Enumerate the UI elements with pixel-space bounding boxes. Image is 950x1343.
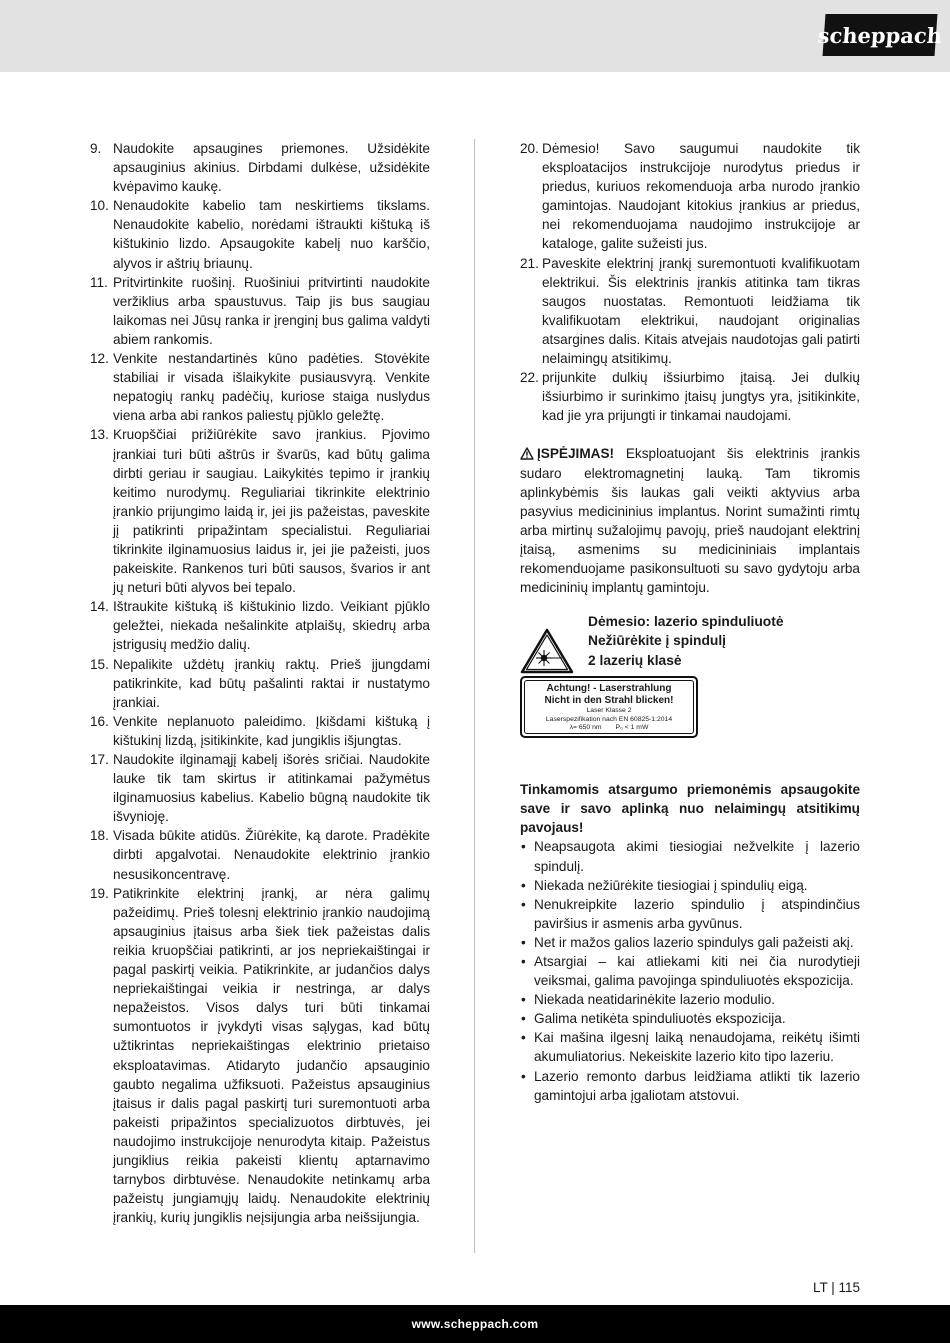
item-text: prijunkite dulkių išsiurbimo įtaisą. Jei dulkių išsiurbimo ir surinkimo įtaisų jungtys yra, įsitikinkite, kad jie yra prijungti ir tinkamai naudojami. [542, 370, 860, 424]
list-item [90, 655, 430, 712]
page-number: LT | 115 [812, 1280, 860, 1295]
label-spec: Laserspezifikation nach EN 60825-1:2014 [545, 715, 673, 723]
list-item [90, 425, 430, 597]
list-item [90, 826, 430, 883]
warning-text: Eksploatuojant šis elektrinis įrankis sudaro elektromagnetinį lauką. Tam tikromis aplinkybėmis šis laukas gali veikti aktyvius arba pasyvius medicininius implantus. Norint sumažinti rimtų arba mirtinų sužalojimų pavojų, prieš naudojant elektrinį įtaisą, asmenims su medicininiais implantais rekomenduojame pasikonsultuoti su savo gydytoju arba medicininių implantų gamintoju. [520, 446, 860, 596]
laser-safety-bullets [520, 837, 860, 1104]
column-divider [474, 139, 475, 1253]
right-safety-list [520, 139, 860, 425]
left-column [90, 139, 430, 1227]
list-item [520, 368, 860, 425]
item-text: Visada būkite atidūs. Žiūrėkite, ką darote. Pradėkite dirbti apgalvotai. Nenaudokite elektrinio įrankio nesusikoncentravę. [113, 828, 430, 882]
item-number: 20. [520, 141, 539, 156]
list-item: • Lazerio remonto darbus leidžiama atlikti tik lazerio gamintojui arba įgaliotam atstovui. [520, 1067, 860, 1105]
label-wavelength: λ= 650 nm [569, 723, 602, 731]
list-item [90, 750, 430, 826]
list-item [90, 196, 430, 272]
list-item: • Niekada neatidarinėkite lazerio modulio. [520, 990, 860, 1009]
item-number: 9. [90, 141, 102, 156]
laser-warning-icon [520, 628, 574, 674]
item-number: 14. [90, 599, 109, 615]
logo-text: scheppach [816, 22, 944, 48]
list-item: • Net ir mažos galios lazerio spindulys gali pažeisti akį. [520, 933, 860, 952]
label-values [525, 724, 693, 732]
label-title-1: Achtung! - Laserstrahlung [546, 683, 672, 695]
item-number: 16. [90, 713, 109, 729]
item-text: Kruopščiai prižiūrėkite savo įrankius. Pjovimo įrankiai turi būti aštrūs ir švarūs, kad būtų galima dirbti geriau ir saugiau. Laikykitės tepimo ir įrankių keitimo nurodymų. Reguliariai tikrinkite elektrinio įrankio prijungimo laidą ir, jei jis pažeistas, paveskite jį patikrinti pripažintam specialistui. Reguliariai tikrinkite ilginamuosius laidus ir, jei jie pažeisti, juos pakeiskite. Rankenos turi būti sausos, švarios ir ant jų neturi būti alyvos bei tepalo. [113, 427, 430, 596]
laser-line-2: Nežiūrėkite į spindulį [588, 633, 726, 649]
laser-warning-block [520, 612, 860, 760]
laser-caution-text [588, 612, 784, 670]
label-class: Laser Klasse 2 [586, 707, 632, 715]
item-text: Venkite nestandartinės kūno padėties. Stovėkite stabiliai ir visada išlaikykite pusiausvyrą. Venkite nepatogių rankų padėčių, kuriose staiga nuslydus viena arba abi rankos paliestų pjūklo geležtę. [113, 351, 430, 424]
item-text: Pritvirtinkite ruošinį. Ruošiniui pritvirtinti naudokite veržiklius arba spaustuvus. Taip jis bus saugiau laikomas nei Jūsų ranka ir įrenginį bus galima valdyti abiem rankomis. [113, 274, 430, 347]
laser-label [520, 676, 698, 738]
item-text: Paveskite elektrinį įrankį suremontuoti kvalifikuotam elektrikui. Šis elektrinis įrankis atitinka tam tikras saugos nuostatas. Remontuoti leidžiama tik kvalifikuotam elektrikui, naudojant originalias atsargines dalis. Kitais atvejais naudotojas gali patirti nelaimingų atsitikimų. [542, 255, 860, 367]
list-item: • Galima netikėta spinduliuotės ekspozicija. [520, 1009, 860, 1028]
list-item [90, 139, 430, 196]
scheppach-logo [816, 14, 944, 56]
label-title-2: Nicht in den Strahl blicken! [544, 695, 674, 707]
list-item [90, 349, 430, 425]
item-text: Naudokite ilginamąjį kabelį išorės sričiai. Naudokite lauke tik tam skirtus ir atitinkamai pažymėtus ilginamuosius kabelius. Kabelio būgną naudokite tik išvynioję. [113, 752, 430, 825]
item-number: 15. [90, 656, 109, 672]
list-item [90, 597, 430, 654]
list-item [90, 712, 430, 750]
item-number: 21. [520, 255, 539, 271]
item-number: 13. [90, 427, 109, 443]
right-column [520, 139, 860, 1105]
laser-line-1: Dėmesio: lazerio spinduliuotė [588, 614, 784, 630]
item-text: Patikrinkite elektrinį įrankį, ar nėra galimų pažeidimų. Prieš tolesnį elektrinio įrankio naudojimą apsauginius įtaisus arba šiek tiek pažeistas dalis reikia kruopščiai patikrinti, ar jos nepriekaištingai ir pagal paskirtį veikia. Patikrinkite, ar judančios dalys nepriekaištingai veikia ir nestringa, ar dalys nepažeistos. Visos dalys turi būti tinkamai sumontuotos ir įvykdyti visas sąlygas, kad būtų užtikrintas nepriekaištingas elektrinio prietaiso eksploatavimas. Atidaryto judančio apsauginio gaubto negalima užfiksuoti. Pažeistus apsauginius įtaisus ir dalis pagal paskirtį turi suremontuoti arba pakeisti pripažintos specializuotos dirbtuvės, jei naudojimo instrukcijoje nenurodyta kitaip. Pažeistus jungiklius reikia pakeisti klientų aptarnavimo tarnybos dirbtuvėse. Nenaudokite netinkamų arba pažeistų jungiamųjų laidų. Nenaudokite elektrinių įrankių, kurių jungiklis neįsijungia arba neišsijungia. [113, 885, 430, 1226]
item-text: Nepalikite uždėtų įrankių raktų. Prieš įjungdami patikrinkite, kad būtų pašalinti raktai ir nustatymo įrankiai. [113, 656, 430, 710]
protection-heading: Tinkamomis atsargumo priemonėmis apsaugokite save ir savo aplinką nuo nelaimingų atsitikimų pavojaus! [520, 782, 860, 836]
list-item [520, 254, 860, 369]
website-url[interactable]: www.scheppach.com [411, 1317, 539, 1331]
list-item: • Kai mašina ilgesnį laiką nenaudojama, reikėtų išimti akumuliatorius. Nekeiskite lazerio kito tipo lazeriu. [520, 1028, 860, 1066]
item-text: Nenaudokite kabelio tam neskirtiems tikslams. Nenaudokite kabelio, norėdami ištraukti kištuką iš kištukinio lizdo. Apsaugokite kabelį nuo karščio, alyvos ir aštrių briaunų. [113, 198, 430, 271]
left-safety-list [90, 139, 430, 1227]
item-number: 10. [90, 198, 109, 214]
footer-bar [0, 1305, 950, 1343]
item-number: 22. [520, 370, 539, 386]
item-number: 17. [90, 752, 109, 767]
item-number: 19. [90, 885, 109, 901]
item-number: 18. [90, 828, 109, 844]
emf-warning-paragraph [520, 444, 860, 597]
warning-triangle-icon [520, 447, 534, 460]
list-item [90, 884, 430, 1228]
list-item: • Atsargiai – kai atliekami kiti nei čia nurodytieji veiksmai, galima pavojinga spinduliuotės ekspozicija. [520, 952, 860, 990]
list-item: • Niekada nežiūrėkite tiesiogiai į spindulių eigą. [520, 876, 860, 895]
item-number: 12. [90, 351, 109, 367]
list-item [520, 139, 860, 254]
list-item [90, 273, 430, 349]
item-text: Venkite neplanuoto paleidimo. Įkišdami kištuką į kištukinį lizdą, įsitikinkite, kad jungiklis išjungtas. [113, 713, 430, 748]
laser-line-3: 2 lazerių klasė [588, 652, 682, 668]
item-text: Ištraukite kištuką iš kištukinio lizdo. Veikiant pjūklo geležtei, niekada nešalinkite atplaišų, skiedrų arba įstrigusių medžio dalių. [113, 599, 430, 653]
warning-keyword: ĮSPĖJIMAS! [537, 446, 615, 462]
laser-label-inner [524, 680, 694, 734]
label-power: P₀ < 1 mW [615, 723, 649, 731]
list-item: • Neapsaugota akimi tiesiogiai nežvelkite į lazerio spindulį. [520, 837, 860, 875]
item-text: Naudokite apsaugines priemones. Užsidėkite apsauginius akinius. Dirbdami dulkėse, užsidėkite kvėpavimo kaukę. [113, 141, 430, 195]
item-text: Dėmesio! Savo saugumui naudokite tik eksploatacijos instrukcijoje nurodytus priedus ir priedus, kuriuos rekomenduoja arba nurodo įrankio gamintojas. Naudojant kitokius įrankius ar priedus, nei rekomenduojama naudojimo instrukcijoje ar kataloge, galite sužeisti jus. [542, 141, 860, 252]
list-item: • Nenukreipkite lazerio spindulio į atspindinčius paviršius ir asmenis arba gyvūnus. [520, 895, 860, 933]
header-bar [0, 0, 950, 72]
item-number: 11. [90, 274, 108, 290]
